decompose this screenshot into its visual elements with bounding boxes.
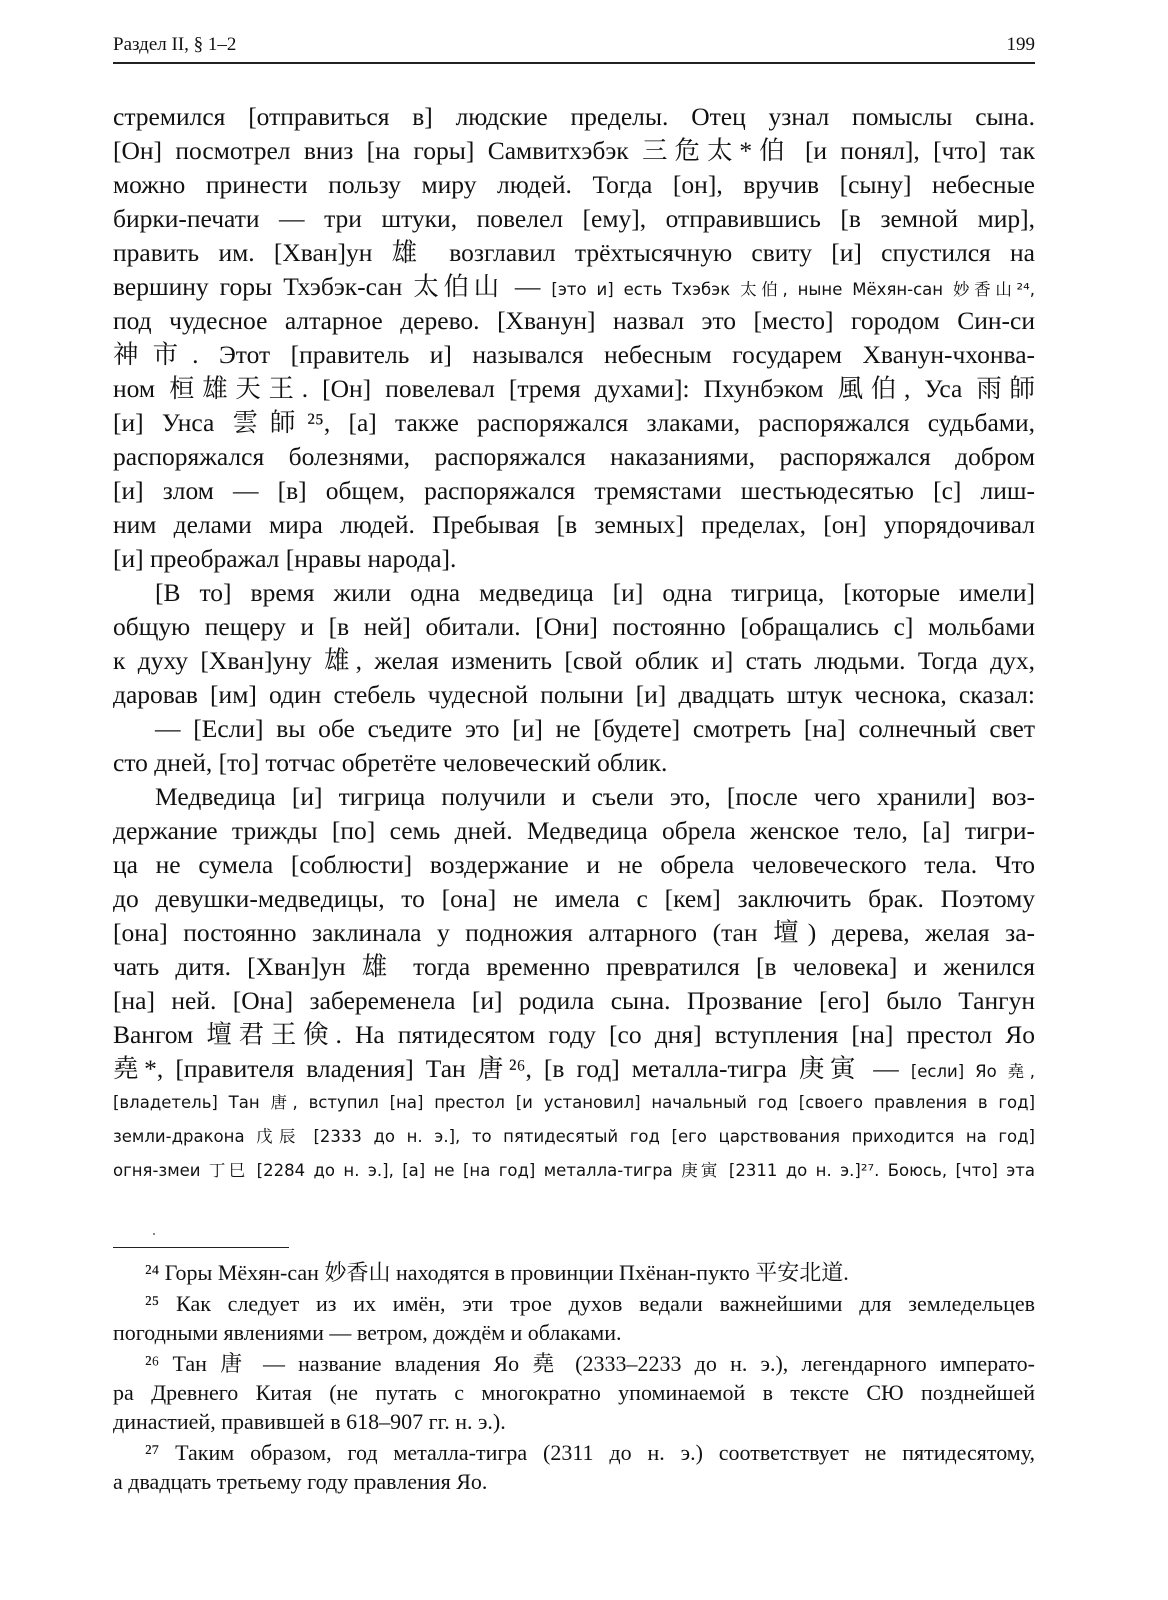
text-line: держание трижды [по] семь дней. Медведица обрела женское тело, [а] тигри- — [113, 816, 1035, 845]
footnote-26-cont: династией, правившей в 618–907 гг. н. э.). — [113, 1409, 506, 1434]
text-line: к духу [Хван]уну 雄, желая изменить [свой облик и] стать людьми. Тогда дух, — [113, 646, 1035, 675]
text-line: [на] ней. [Она] забеременела [и] родила сына. Прозвание [его] было Тангун — [113, 986, 1035, 1015]
running-head: Раздел II, § 1–2 — [113, 34, 237, 55]
text-line-commentary: [если] Яо 堯, — [910, 1062, 1035, 1081]
text-line: ном 桓雄天王. [Он] повелевал [тремя духами]: Пхунбэком 風伯, Уса 雨師 — [113, 374, 1035, 403]
text-line-main: вершину горы Тхэбэк-сан 太伯山 — — [113, 272, 552, 301]
text-line: [и] Унса 雲師²⁵, [а] также распоряжался злаками, распоряжался судьбами, — [113, 408, 1035, 437]
text-line: под чудесное алтарное дерево. [Хванун] назвал это [место] городом Син-си — [113, 306, 1035, 335]
footnote-rule — [113, 1247, 289, 1248]
text-line: [и] злом — [в] общем, распоряжался тремястами шестьюдесятью [с] лиш- — [113, 476, 1035, 505]
text-line: стремился [отправиться в] людские пределы. Отец узнал помыслы сына. — [113, 102, 1035, 131]
page-header — [113, 30, 1035, 64]
text-line: Вангом 壇君王倹. На пятидесятом году [со дня] вступления [на] престол Яо — [113, 1020, 1035, 1049]
commentary-line: земли-дракона 戊辰 [2333 до н. э.], то пятидесятый год [его царствования приходится на год] — [113, 1127, 1035, 1146]
text-line: ним делами мира людей. Пребывая [в земных] пределах, [он] упорядочивал — [113, 510, 1035, 539]
text-line: сто дней, [то] тотчас обретёте человеческий облик. — [113, 748, 668, 777]
footnote-25: ²⁵ Как следует из их имён, эти трое духов ведали важнейшими для земледельцев — [145, 1291, 1035, 1316]
text-line: [и] преображал [нравы народа]. — [113, 544, 457, 573]
commentary-line: [владетель] Тан 唐, вступил [на] престол [и установил] начальный год [своего правления в год] — [113, 1093, 1035, 1112]
text-line-main: 堯*, [правителя владения] Тан 唐²⁶, [в год] металла-тигра 庚寅 — — [113, 1054, 911, 1083]
footnotes — [113, 1258, 1035, 1496]
text-line: править им. [Хван]ун 雄 возглавил трёхтысячную свиту [и] спустился на — [113, 238, 1035, 267]
text-line: бирки-печати — три штуки, повелел [ему], отправившись [в земной мир], — [113, 204, 1035, 233]
text-line: [она] постоянно заклинала у подножия алтарного (тан 壇) дерева, желая за- — [113, 918, 1035, 947]
text-line: общую пещеру и [в ней] обитали. [Они] постоянно [обращались с] мольбами — [113, 612, 1035, 641]
text-line: даровав [им] один стебель чудесной полыни [и] двадцать штук чеснока, сказал: — [113, 680, 1035, 709]
scan-speck — [153, 1233, 155, 1235]
footnote-27-cont: а двадцать третьему году правления Яо. — [113, 1469, 488, 1494]
footnote-26-cont: ра Древнего Китая (не путать с многократно упоминаемой в тексте СЮ позднейшей — [113, 1380, 1035, 1405]
text-line: 神市. Этот [правитель и] назывался небесным государем Хванун-чхонва- — [113, 340, 1035, 369]
text-line: [Он] посмотрел вниз [на горы] Самвитхэбэк 三危太*伯 [и понял], [что] так — [113, 136, 1035, 165]
footnote-27: ²⁷ Таким образом, год металла-тигра (2311 до н. э.) соответствует не пятидесятому, — [145, 1440, 1035, 1465]
commentary-line: огня-змеи 丁巳 [2284 до н. э.], [а] не [на год] металла-тигра 庚寅 [2311 до н. э.]²⁷. Боюсь, [что] эта — [113, 1161, 1035, 1180]
text-line — [113, 270, 1035, 304]
page-number: 199 — [1006, 34, 1035, 55]
text-line: ца не сумела [соблюсти] воздержание и не обрела человеческого тела. Что — [113, 850, 1035, 879]
text-line: Медведица [и] тигрица получили и съели это, [после чего хранили] воз- — [155, 782, 1035, 811]
text-line: — [Если] вы обе съедите это [и] не [будете] смотреть [на] солнечный свет — [155, 714, 1035, 743]
footnote-24: ²⁴ Горы Мёхян-сан 妙香山 находятся в провинции Пхёнан-пукто 平安北道. — [145, 1260, 849, 1285]
text-line-commentary: [это и] есть Тхэбэк 太伯, ныне Мёхян-сан 妙香山²⁴, — [551, 280, 1035, 299]
text-line — [113, 1052, 1035, 1086]
footnote-26: ²⁶ Тан 唐 — название владения Яо 堯 (2333–2233 до н. э.), легендарного императо- — [145, 1351, 1035, 1376]
footnote-25-cont: погодными явлениями — ветром, дождём и облаками. — [113, 1320, 622, 1345]
text-line: распоряжался болезнями, распоряжался наказаниями, распоряжался добром — [113, 442, 1035, 471]
text-line: до девушки-медведицы, то [она] не имела с [кем] заключить брак. Поэтому — [113, 884, 1035, 913]
main-text — [113, 100, 1035, 1188]
text-line: можно принести пользу миру людей. Тогда [он], вручив [сыну] небесные — [113, 170, 1035, 199]
text-line: [В то] время жили одна медведица [и] одна тигрица, [которые имели] — [155, 578, 1035, 607]
text-line: чать дитя. [Хван]ун 雄 тогда временно превратился [в человека] и женился — [113, 952, 1035, 981]
